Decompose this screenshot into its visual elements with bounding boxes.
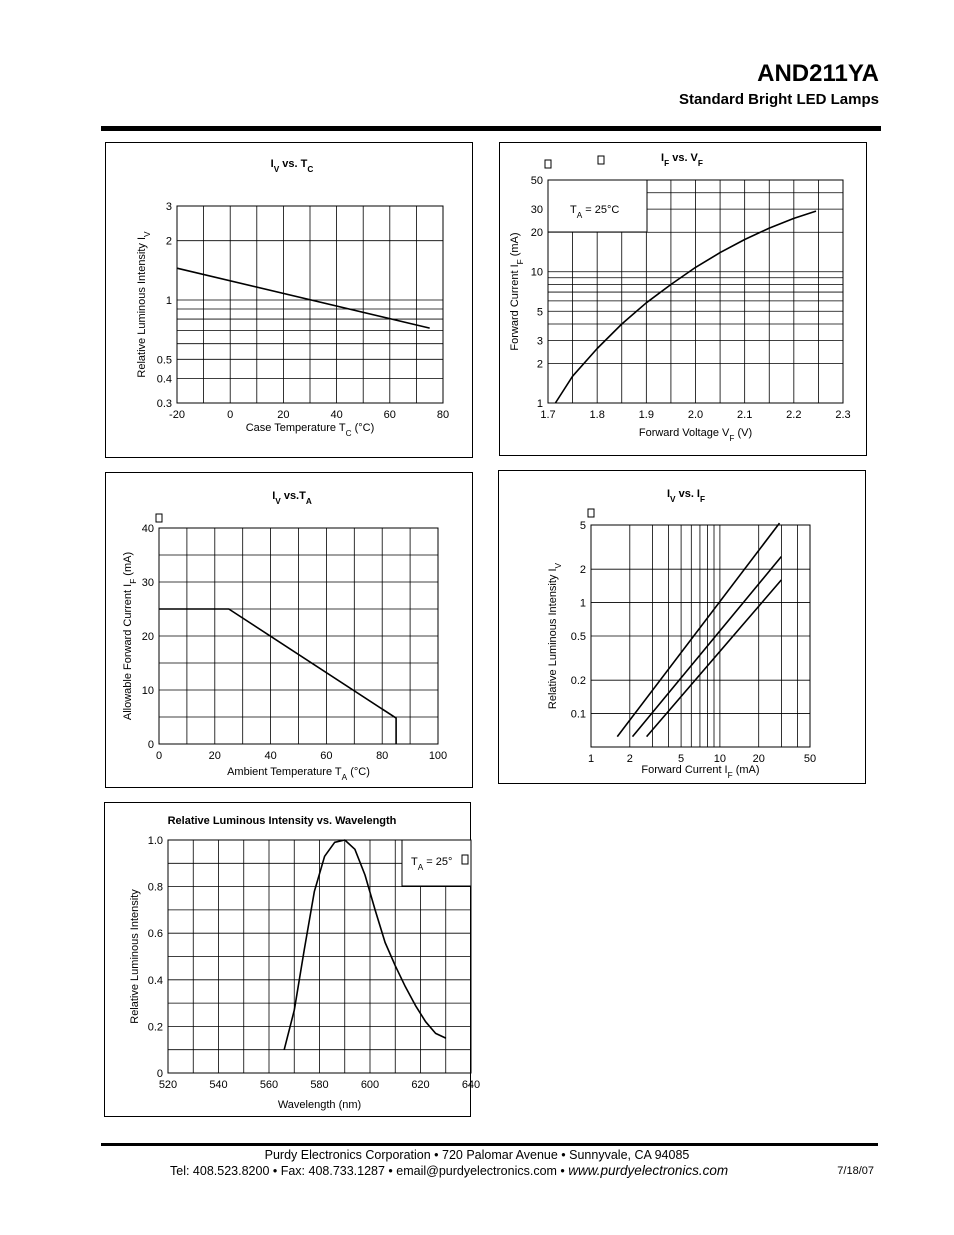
y-tick-label: 1 [536, 398, 543, 410]
x-tick-label: -20 [169, 409, 185, 421]
y-tick-label: 10 [530, 266, 543, 279]
chart-iv-vs-ta [106, 473, 474, 789]
chart-iv-vs-tc [106, 143, 474, 459]
footer-address: Purdy Electronics Corporation • 720 Palomar Avenue • Sunnyvale, CA 94085 [264, 1148, 690, 1162]
x-tick-label: 1.8 [589, 409, 605, 421]
x-tick-label: 20 [208, 750, 221, 762]
x-tick-label: 2.3 [835, 409, 851, 421]
chart-title: Relative Luminous Intensity vs. Wavelength [167, 815, 397, 827]
chart-intensity-vs-wavelength [105, 803, 481, 1118]
series-line [617, 523, 779, 737]
x-tick-label: 2 [626, 753, 633, 765]
chart-panel-iv-vs-tc [105, 142, 473, 458]
footer-contact [170, 1163, 728, 1178]
chart-panel-iv-vs-ta [105, 472, 473, 788]
y-tick-label: 1.0 [147, 835, 163, 847]
chart-iv-vs-if [499, 471, 867, 785]
x-tick-label: 60 [383, 409, 396, 421]
y-axis-label: Relative Luminous Intensity [129, 889, 141, 1024]
x-tick-label: 620 [411, 1079, 430, 1091]
y-tick-label: 3 [536, 335, 543, 348]
x-tick-label: 540 [209, 1079, 228, 1091]
x-tick-label: 2.1 [737, 409, 753, 421]
y-axis-label: Allowable Forward Current $I_F$ (mA) [122, 551, 138, 721]
x-tick-label: 80 [376, 750, 389, 762]
y-tick-label: 0.2 [147, 1021, 163, 1034]
y-tick-label: 0.3 [156, 398, 172, 410]
x-tick-label: 5 [678, 753, 685, 765]
y-tick-label: 0.5 [570, 631, 586, 643]
x-axis-label: Ambient Temperature $T_A$ (°C) [227, 766, 370, 782]
y-tick-label: 10 [141, 685, 154, 697]
x-tick-label: 100 [428, 750, 448, 762]
y-tick-label: 0.8 [147, 881, 163, 894]
y-tick-label: 2 [536, 358, 543, 371]
x-tick-label: 640 [461, 1079, 481, 1091]
chart-title: $I_V$ vs. $T_C$ [270, 158, 314, 174]
footer-rule [101, 1143, 878, 1146]
footer-date: 7/18/07 [837, 1165, 874, 1177]
y-tick-label: 2 [165, 235, 172, 248]
missing-glyph-box [588, 509, 594, 517]
y-tick-label: 40 [141, 523, 154, 535]
x-tick-label: 50 [803, 753, 817, 765]
y-tick-label: 20 [530, 227, 543, 240]
x-tick-label: 0 [155, 750, 163, 762]
y-tick-label: 50 [530, 175, 543, 187]
y-tick-label: 0 [147, 739, 154, 751]
chart-panel-if-vs-vf [499, 142, 867, 456]
x-tick-label: 600 [360, 1079, 380, 1091]
missing-glyph-box [545, 160, 551, 168]
x-tick-label: 2.2 [786, 409, 802, 421]
header-rule [101, 126, 881, 131]
y-tick-label: 1 [165, 294, 172, 307]
y-tick-label: 20 [141, 631, 154, 643]
series-line [555, 211, 816, 403]
x-tick-label: 10 [713, 753, 727, 765]
x-tick-label: 0 [227, 409, 234, 421]
y-axis-label: Forward Current $I_F$ (mA) [509, 232, 525, 351]
x-tick-label: 580 [310, 1079, 329, 1091]
x-tick-label: 40 [264, 750, 277, 762]
y-tick-label: 1 [579, 597, 586, 610]
annotation-text: $T_A = 25^\circ C$ [570, 204, 620, 220]
y-tick-label: 0.4 [147, 974, 163, 987]
y-axis-label: Relative Luminous Intensity $I_V$ [136, 231, 152, 378]
x-axis-label: Case Temperature $T_C$ (°C) [245, 422, 375, 438]
chart-title: $I_V$ vs. $I_F$ [666, 488, 706, 504]
y-axis-label: Relative Luminous Intensity $I_V$ [547, 562, 563, 710]
footer-website-link[interactable]: www.purdyelectronics.com [568, 1163, 729, 1178]
y-tick-label: 0 [156, 1068, 163, 1080]
y-tick-label: 5 [536, 306, 543, 319]
y-tick-label: 0.6 [147, 928, 163, 941]
y-tick-label: 0.4 [156, 373, 172, 386]
x-tick-label: 40 [330, 409, 343, 421]
missing-glyph-box [598, 156, 604, 164]
x-axis-label: Forward Voltage $V_F$ (V) [638, 427, 753, 443]
y-tick-label: 30 [141, 577, 154, 589]
x-tick-label: 1.9 [638, 409, 654, 421]
x-tick-label: 1 [587, 753, 595, 765]
x-tick-label: 20 [277, 409, 290, 421]
x-tick-label: 80 [436, 409, 450, 421]
x-tick-label: 2.0 [687, 409, 704, 421]
chart-panel-intensity-vs-wavelength [104, 802, 481, 1117]
chart-title: $I_V$ $vs.T_A$ [272, 490, 312, 506]
x-tick-label: 1.7 [540, 409, 556, 421]
missing-glyph-box [156, 514, 162, 522]
y-tick-label: 0.5 [156, 354, 172, 367]
y-tick-label: 30 [530, 204, 543, 217]
x-tick-label: 560 [259, 1079, 279, 1091]
x-axis-label: Forward Current $I_F$ (mA) [641, 764, 760, 780]
series-line [159, 609, 396, 744]
y-tick-label: 2 [579, 564, 586, 577]
footer-contact-text: Tel: 408.523.8200 • Fax: 408.733.1287 • email@purdyelectronics.com • [170, 1164, 569, 1178]
y-tick-label: 0.1 [570, 708, 586, 721]
part-subtitle: Standard Bright LED Lamps [678, 91, 879, 108]
y-tick-label: 0.2 [570, 675, 586, 688]
chart-if-vs-vf [500, 143, 868, 457]
x-tick-label: 20 [752, 753, 765, 765]
y-tick-label: 3 [165, 201, 172, 213]
annotation-text: $T_A = 25^\circ$ [411, 856, 453, 872]
x-axis-label: Wavelength (nm) [277, 1099, 362, 1111]
x-tick-label: 520 [158, 1079, 178, 1091]
part-number: AND211YA [757, 60, 879, 87]
chart-title: $I_F$ vs. $V_F$ [661, 152, 703, 168]
x-tick-label: 60 [320, 750, 333, 762]
y-tick-label: 5 [579, 520, 586, 532]
chart-panel-iv-vs-if [498, 470, 866, 784]
